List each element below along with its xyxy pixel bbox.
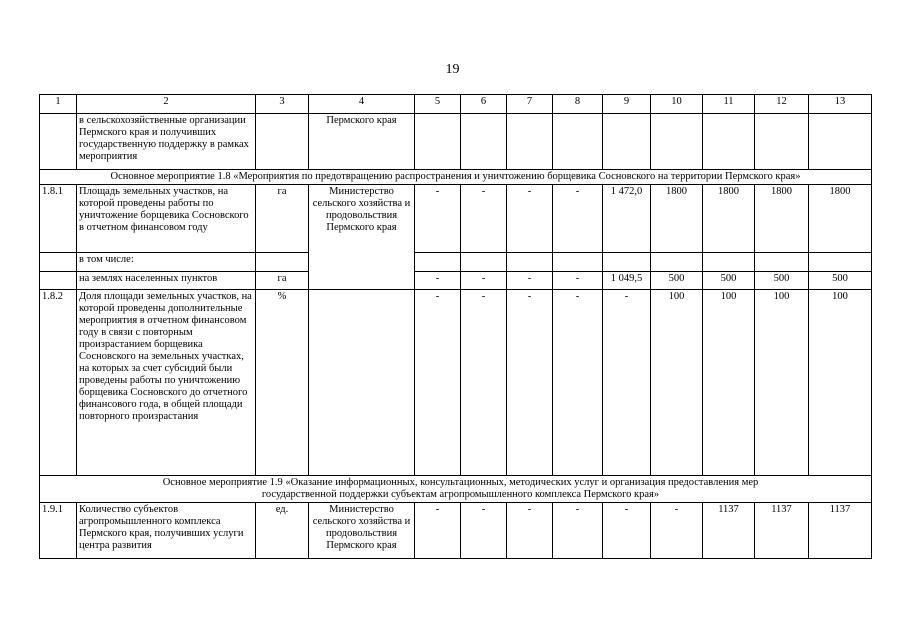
value-cell: - [461,290,507,476]
value-cell: 1137 [809,503,872,559]
value-cell: - [553,503,603,559]
value-cell: 100 [755,290,809,476]
value-cell: 1137 [755,503,809,559]
value-cell: 1137 [703,503,755,559]
value-cell: - [415,503,461,559]
indicator-name: Площадь земельных участков, на которой проведены работы по уничтожение борщевика Сосновского в отчетном финансовом году [77,185,256,253]
value-cell: - [461,503,507,559]
row-number: 1.8.2 [40,290,77,476]
row-number: 1.8.1 [40,185,77,253]
value-cell: 1 472,0 [603,185,651,253]
header-cell: 11 [703,95,755,114]
value-cell: - [415,290,461,476]
table-row-1-8-1 [40,185,872,253]
value-cell: - [415,272,461,290]
table-row-1-8-2 [40,290,872,476]
unit: га [256,272,309,290]
section-title-1-8: Основное мероприятие 1.8 «Мероприятия по предотвращению распространения и уничтожению борщевика Сосновского на территории Пермского края» [40,170,872,185]
row-number: 1.9.1 [40,503,77,559]
indicator-name: Количество субъектов агропромышленного комплекса Пермского края, получивших услуги центра развития [77,503,256,559]
header-cell: 3 [256,95,309,114]
section-row [40,476,872,503]
table-row-including [40,253,872,272]
value-cell: - [603,503,651,559]
header-cell: 8 [553,95,603,114]
value-cell: 500 [703,272,755,290]
value-cell: - [603,290,651,476]
value-cell: - [507,503,553,559]
header-cell: 4 [309,95,415,114]
value-cell: 500 [651,272,703,290]
indicators-table [39,94,872,559]
value-cell: - [651,503,703,559]
section-title-1-9: Основное мероприятие 1.9 «Оказание информационных, консультационных, методических услуг и организация предоставления мер государственной поддержки субъектам агропромышленного комплекса Пермского края» [40,476,872,503]
header-cell: 7 [507,95,553,114]
header-cell: 5 [415,95,461,114]
value-cell: - [507,290,553,476]
table-row-settlements [40,272,872,290]
value-cell: - [507,185,553,253]
value-cell: - [461,272,507,290]
executor: Министерство сельского хозяйства и продовольствия Пермского края [309,503,415,559]
section-row [40,170,872,185]
indicator-name: Доля площади земельных участков, на которой проведены дополнительные мероприятия в отчетном финансовом году в связи с повторным произрастанием борщевика Сосновского на земельных участках, на которых за счет субсидий были проведены работы по уничтожению борщевика Сосновского до отчетного финансового года, в общей площади повторного произрастания [77,290,256,476]
table-row-1-9-1 [40,503,872,559]
value-cell: 1 049,5 [603,272,651,290]
executor: Министерство сельского хозяйства и продовольствия Пермского края [309,185,415,290]
indicator-name: в том числе: [77,253,256,272]
header-cell: 10 [651,95,703,114]
value-cell: - [553,272,603,290]
page-number: 19 [445,62,460,77]
value-cell: 1800 [755,185,809,253]
value-cell: 100 [651,290,703,476]
header-cell: 2 [77,95,256,114]
indicator-name: на землях населенных пунктов [77,272,256,290]
table-row-continuation [40,114,872,170]
value-cell: - [461,185,507,253]
value-cell: 1800 [703,185,755,253]
value-cell: 1800 [651,185,703,253]
value-cell: 500 [809,272,872,290]
header-cell: 13 [809,95,872,114]
unit: ед. [256,503,309,559]
indicator-name: в сельскохозяйственные организации Пермского края и получивших государственную поддержку в рамках мероприятия [77,114,256,170]
value-cell: 500 [755,272,809,290]
executor: Пермского края [309,114,415,170]
value-cell: 100 [703,290,755,476]
header-cell: 12 [755,95,809,114]
value-cell: - [553,185,603,253]
value-cell: 100 [809,290,872,476]
header-cell: 6 [461,95,507,114]
value-cell: - [415,185,461,253]
unit: % [256,290,309,476]
header-cell: 9 [603,95,651,114]
table-header-row [40,95,872,114]
header-cell: 1 [40,95,77,114]
unit: га [256,185,309,253]
value-cell: - [553,290,603,476]
value-cell: - [507,272,553,290]
value-cell: 1800 [809,185,872,253]
